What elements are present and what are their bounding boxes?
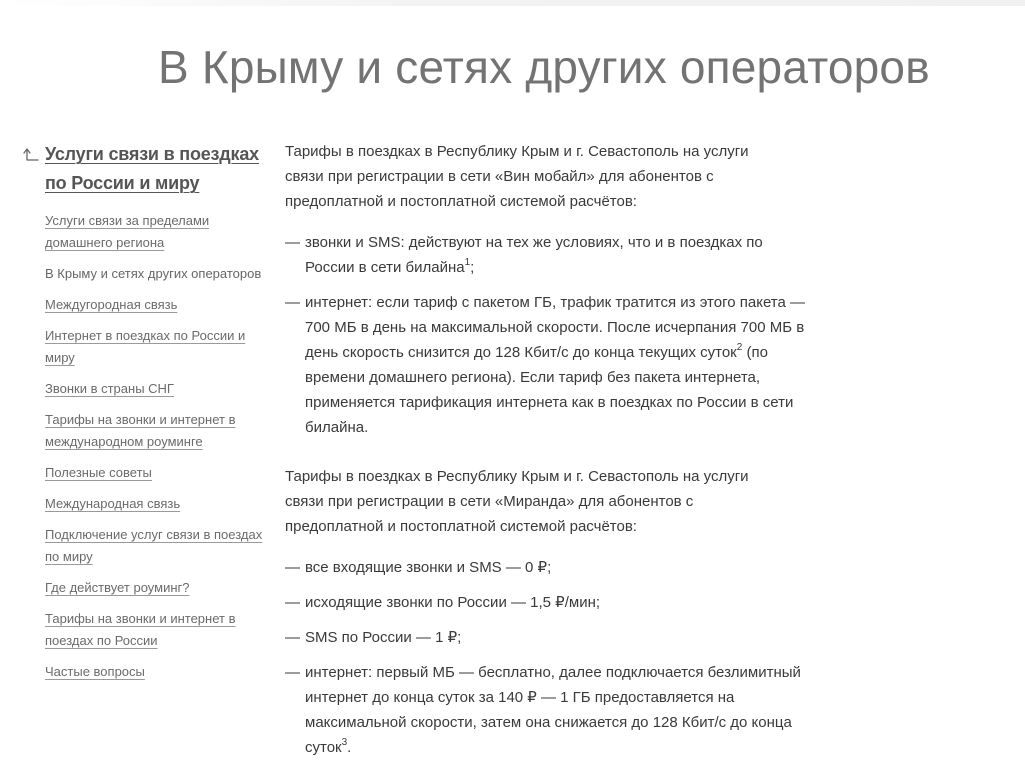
- footnote-ref[interactable]: 3: [341, 737, 348, 748]
- sidebar-item-link[interactable]: Подключение услуг связи в поездах по миру: [45, 527, 263, 564]
- sidebar-item: [45, 661, 267, 683]
- sidebar-nav-list: [0, 210, 275, 683]
- return-up-icon: [22, 146, 40, 164]
- dash: —: [285, 234, 300, 251]
- sidebar-item-link[interactable]: Тарифы на звонки и интернет в международном роуминге: [45, 412, 236, 449]
- section-intro: Тарифы в поездках в Республику Крым и г. Севастополь на услуги связи при регистрации в сети «Миранда» для абонентов с предоплатной и постоплатной системой расчётов:: [285, 468, 749, 535]
- sidebar-item-link[interactable]: Полезные советы: [45, 465, 152, 480]
- page-title: В Крыму и сетях других операторов: [158, 41, 930, 93]
- top-strip: [0, 0, 1025, 6]
- dash: —: [285, 294, 300, 311]
- sidebar-item-link[interactable]: Международная связь: [45, 496, 181, 511]
- sidebar-item: [45, 462, 267, 484]
- list-item: [285, 230, 810, 280]
- sidebar-item: [45, 577, 267, 599]
- list-item: [285, 590, 810, 615]
- parent-link-wrap: [0, 140, 275, 198]
- sidebar-item-current: [45, 263, 267, 285]
- sidebar-item-link[interactable]: Частые вопросы: [45, 664, 145, 679]
- dash: —: [285, 664, 300, 681]
- sidebar-item-link[interactable]: Тарифы на звонки и интернет в поездах по России: [45, 611, 236, 648]
- bullet-text-continued: (по времени домашнего региона). Если тариф без пакета интернета, применяется тарификация интернета как в поездках по России в сети билайна.: [305, 344, 794, 436]
- sidebar-item: [45, 378, 267, 400]
- sidebar-item-link[interactable]: Где действует роуминг?: [45, 580, 190, 595]
- sidebar-item: [45, 210, 267, 254]
- sidebar-item: [45, 409, 267, 453]
- sidebar-item: [45, 294, 267, 316]
- bullet-text: интернет: первый МБ — бесплатно, далее подключается безлимитный интернет до конца суток за 140 ₽ — 1 ГБ предоставляется на максимальной скорости, затем она снижается до 128 Кбит/с до конца суток: [305, 664, 801, 756]
- bullet-text: звонки и SMS: действуют на тех же условиях, что и в поездках по России в сети билайна: [305, 234, 763, 276]
- sidebar-item-link[interactable]: Интернет в поездках по России и миру: [45, 328, 246, 365]
- list-item: [285, 625, 810, 650]
- sidebar-item: [45, 493, 267, 515]
- list-item: [285, 290, 810, 440]
- section-miranda: [285, 464, 810, 760]
- sidebar-item-current-label: В Крыму и сетях других операторов: [45, 266, 262, 281]
- section-vin-mobile: [285, 139, 810, 440]
- sidebar-item: [45, 524, 267, 568]
- sidebar-parent-link[interactable]: Услуги связи в поездках по России и миру: [45, 144, 259, 193]
- dash: —: [285, 594, 300, 611]
- sidebar-item-link[interactable]: Звонки в страны СНГ: [45, 381, 174, 396]
- footnote-ref[interactable]: 2: [736, 342, 743, 353]
- sidebar-nav: [0, 140, 275, 692]
- sidebar-item-link[interactable]: Услуги связи за пределами домашнего региона: [45, 213, 210, 250]
- main-content: [285, 139, 810, 770]
- bullet-list: [285, 230, 810, 440]
- list-item: [285, 660, 810, 760]
- bullet-text: SMS по России — 1 ₽;: [305, 629, 462, 646]
- bullet-tail: .: [347, 739, 352, 756]
- bullet-text: все входящие звонки и SMS — 0 ₽;: [305, 559, 552, 576]
- footnote-ref[interactable]: 1: [464, 257, 471, 268]
- section-intro: Тарифы в поездках в Республику Крым и г. Севастополь на услуги связи при регистрации в сети «Вин мобайл» для абонентов с предоплатной и постоплатной системой расчётов:: [285, 143, 749, 210]
- bullet-text: исходящие звонки по России — 1,5 ₽/мин;: [305, 594, 601, 611]
- sidebar-item-link[interactable]: Междугородная связь: [45, 297, 178, 312]
- dash: —: [285, 559, 300, 576]
- bullet-text: интернет: если тариф с пакетом ГБ, трафик тратится из этого пакета — 700 МБ в день на максимальной скорости. После исчерпания 700 МБ в день скорость снизится до 128 Кбит/с до конца текущих суток: [305, 294, 805, 361]
- sidebar-item: [45, 325, 267, 369]
- bullet-tail: ;: [470, 259, 475, 276]
- list-item: [285, 555, 810, 580]
- sidebar-item: [45, 608, 267, 652]
- bullet-list: [285, 555, 810, 760]
- dash: —: [285, 629, 300, 646]
